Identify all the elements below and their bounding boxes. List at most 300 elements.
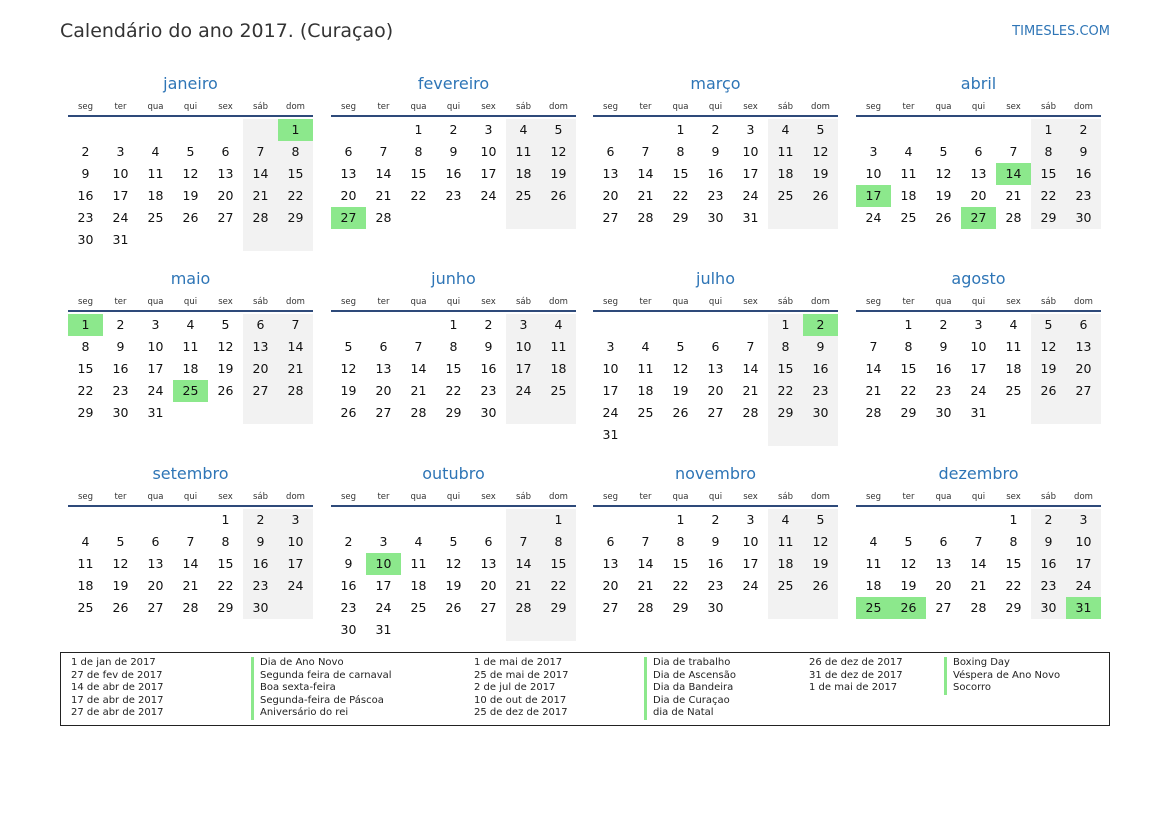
legend-holiday-name: dia de Natal: [653, 707, 714, 719]
day-cell: 26: [182, 210, 199, 225]
month-abril: [856, 74, 1101, 229]
weekday-label: seg: [602, 297, 619, 307]
holiday-day-cell: 25: [173, 380, 208, 402]
legend-holiday-name: Dia de Ascensão: [653, 669, 736, 681]
legend-date: 26 de dez de 2017: [809, 657, 903, 668]
day-cell: 24: [278, 575, 313, 597]
empty-cell: [628, 119, 663, 141]
day-cell: 25: [637, 405, 654, 420]
weekday-label: dom: [549, 102, 568, 112]
month-setembro: [68, 464, 313, 619]
empty-cell: [471, 207, 506, 229]
day-cell: 27: [707, 405, 724, 420]
weekday-header: [68, 297, 313, 312]
day-cell: 28: [865, 405, 882, 420]
day-cell: 7: [379, 144, 388, 159]
day-cell: 3: [484, 122, 493, 137]
day-cell: 15: [900, 361, 917, 376]
day-cell: 8: [676, 534, 685, 549]
weekday-label: sáb: [515, 492, 532, 502]
day-cell: 2: [1031, 509, 1066, 531]
day-cell: 3: [746, 512, 755, 527]
empty-cell: [996, 119, 1031, 141]
day-cell: 13: [970, 166, 987, 181]
day-cell: 26: [935, 210, 952, 225]
weekday-label: dom: [1074, 297, 1093, 307]
month-name: julho: [696, 269, 735, 288]
day-cell: 18: [768, 553, 803, 575]
day-cell: 30: [1066, 207, 1101, 229]
empty-cell: [593, 509, 628, 531]
day-cell: 6: [379, 339, 388, 354]
day-cell: 20: [375, 383, 392, 398]
day-cell: 6: [606, 144, 615, 159]
weekday-label: sex: [481, 297, 496, 307]
weekday-label: qui: [183, 297, 198, 307]
day-cell: 6: [1066, 314, 1101, 336]
day-cell: 15: [1005, 556, 1022, 571]
day-grid: [856, 119, 1101, 229]
day-cell: 16: [445, 166, 462, 181]
day-cell: 27: [147, 600, 164, 615]
day-cell: 13: [375, 361, 392, 376]
weekday-label: seg: [77, 492, 94, 502]
holiday-day-cell: 31: [1066, 597, 1101, 619]
day-cell: 4: [506, 119, 541, 141]
weekday-label: sáb: [777, 102, 794, 112]
day-cell: 12: [803, 531, 838, 553]
legend-dates: [71, 657, 163, 720]
day-cell: 15: [1031, 163, 1066, 185]
weekday-label: qua: [147, 102, 164, 112]
day-cell: 22: [278, 185, 313, 207]
day-cell: 6: [974, 144, 983, 159]
weekday-label: sex: [218, 297, 233, 307]
empty-cell: [856, 119, 891, 141]
day-cell: 14: [506, 553, 541, 575]
day-cell: 13: [217, 166, 234, 181]
weekday-header: [331, 102, 576, 117]
day-cell: 12: [340, 361, 357, 376]
empty-cell: [1031, 402, 1066, 424]
day-cell: 25: [541, 380, 576, 402]
weekday-label: ter: [639, 297, 652, 307]
month-junho: [331, 269, 576, 424]
day-cell: 24: [742, 578, 759, 593]
day-cell: 11: [637, 361, 654, 376]
day-cell: 6: [344, 144, 353, 159]
day-cell: 15: [445, 361, 462, 376]
day-cell: 5: [676, 339, 685, 354]
day-cell: 9: [711, 534, 720, 549]
legend-holiday-name: Boxing Day: [953, 657, 1010, 668]
day-cell: 5: [803, 119, 838, 141]
day-cell: 7: [869, 339, 878, 354]
day-cell: 17: [602, 383, 619, 398]
day-cell: 10: [742, 534, 759, 549]
day-cell: 10: [506, 336, 541, 358]
day-cell: 28: [1005, 210, 1022, 225]
day-cell: 24: [112, 210, 129, 225]
day-cell: 23: [707, 578, 724, 593]
weekday-label: seg: [77, 102, 94, 112]
day-cell: 23: [707, 188, 724, 203]
day-cell: 10: [147, 339, 164, 354]
day-cell: 31: [970, 405, 987, 420]
day-cell: 28: [182, 600, 199, 615]
empty-cell: [208, 229, 243, 251]
day-grid: [593, 314, 838, 446]
day-cell: 7: [506, 531, 541, 553]
day-cell: 19: [445, 578, 462, 593]
day-cell: 16: [112, 361, 129, 376]
day-cell: 20: [217, 188, 234, 203]
empty-cell: [961, 509, 996, 531]
empty-cell: [663, 314, 698, 336]
empty-cell: [996, 402, 1031, 424]
day-cell: 21: [742, 383, 759, 398]
empty-cell: [366, 119, 401, 141]
day-cell: 18: [1005, 361, 1022, 376]
month-janeiro: [68, 74, 313, 251]
day-cell: 28: [637, 600, 654, 615]
weekday-label: ter: [377, 492, 390, 502]
empty-cell: [506, 207, 541, 229]
day-cell: 20: [1066, 358, 1101, 380]
weekday-label: seg: [340, 297, 357, 307]
day-cell: 6: [711, 339, 720, 354]
day-cell: 15: [77, 361, 94, 376]
day-cell: 17: [742, 556, 759, 571]
weekday-label: qua: [935, 297, 952, 307]
month-agosto: [856, 269, 1101, 424]
day-cell: 3: [116, 144, 125, 159]
weekday-label: ter: [902, 492, 915, 502]
weekday-label: sex: [743, 297, 758, 307]
weekday-label: dom: [286, 297, 305, 307]
legend-date: 27 de fev de 2017: [71, 669, 163, 681]
day-cell: 18: [541, 358, 576, 380]
day-cell: 19: [217, 361, 234, 376]
day-cell: 9: [484, 339, 493, 354]
day-cell: 28: [742, 405, 759, 420]
day-cell: 27: [602, 600, 619, 615]
day-cell: 23: [1031, 575, 1066, 597]
day-cell: 16: [803, 358, 838, 380]
day-cell: 7: [746, 339, 755, 354]
day-cell: 24: [480, 188, 497, 203]
day-cell: 9: [1066, 141, 1101, 163]
day-cell: 10: [602, 361, 619, 376]
day-cell: 12: [1031, 336, 1066, 358]
day-cell: 19: [935, 188, 952, 203]
weekday-label: sáb: [515, 297, 532, 307]
day-cell: 18: [768, 163, 803, 185]
day-cell: 30: [1031, 597, 1066, 619]
empty-cell: [138, 229, 173, 251]
weekday-label: qua: [935, 492, 952, 502]
holiday-day-cell: 27: [331, 207, 366, 229]
weekday-header: [68, 102, 313, 117]
empty-cell: [593, 119, 628, 141]
day-cell: 5: [904, 534, 913, 549]
day-cell: 6: [243, 314, 278, 336]
weekday-label: qui: [183, 492, 198, 502]
day-cell: 19: [541, 163, 576, 185]
weekday-header: [856, 492, 1101, 507]
day-cell: 26: [672, 405, 689, 420]
day-cell: 24: [375, 600, 392, 615]
empty-cell: [331, 119, 366, 141]
weekday-label: dom: [811, 297, 830, 307]
empty-cell: [628, 509, 663, 531]
day-cell: 30: [243, 597, 278, 619]
legend-date: 31 de dez de 2017: [809, 669, 903, 681]
day-cell: 26: [541, 185, 576, 207]
day-cell: 24: [506, 380, 541, 402]
empty-cell: [768, 597, 803, 619]
day-cell: 25: [768, 575, 803, 597]
weekday-label: seg: [865, 102, 882, 112]
legend-names: [251, 657, 392, 720]
day-cell: 29: [1031, 207, 1066, 229]
day-cell: 10: [278, 531, 313, 553]
day-cell: 9: [939, 339, 948, 354]
day-cell: 3: [278, 509, 313, 531]
day-cell: 21: [506, 575, 541, 597]
day-cell: 24: [742, 188, 759, 203]
day-cell: 26: [217, 383, 234, 398]
day-cell: 4: [768, 509, 803, 531]
legend-date: 1 de jan de 2017: [71, 657, 156, 668]
month-dezembro: [856, 464, 1101, 619]
empty-cell: [471, 619, 506, 641]
day-cell: 31: [375, 622, 392, 637]
weekday-label: qua: [672, 492, 689, 502]
day-grid: [331, 119, 576, 229]
day-cell: 11: [1005, 339, 1022, 354]
weekday-label: ter: [377, 102, 390, 112]
weekday-label: qua: [147, 492, 164, 502]
day-cell: 21: [637, 578, 654, 593]
day-cell: 16: [1066, 163, 1101, 185]
legend-date: 1 de mai de 2017: [474, 657, 563, 668]
day-cell: 14: [970, 556, 987, 571]
day-cell: 8: [221, 534, 230, 549]
day-cell: 4: [768, 119, 803, 141]
day-cell: 24: [602, 405, 619, 420]
empty-cell: [733, 314, 768, 336]
day-cell: 20: [340, 188, 357, 203]
empty-cell: [173, 119, 208, 141]
day-cell: 16: [707, 556, 724, 571]
day-cell: 28: [278, 380, 313, 402]
legend-names: [944, 657, 1060, 695]
day-cell: 7: [974, 534, 983, 549]
day-cell: 10: [970, 339, 987, 354]
day-cell: 26: [340, 405, 357, 420]
holiday-legend: [60, 652, 1110, 726]
weekday-label: sáb: [252, 297, 269, 307]
legend-date: 2 de jul de 2017: [474, 682, 556, 694]
day-cell: 10: [742, 144, 759, 159]
empty-cell: [471, 509, 506, 531]
day-cell: 14: [865, 361, 882, 376]
day-cell: 25: [410, 600, 427, 615]
day-cell: 31: [742, 210, 759, 225]
day-cell: 9: [1031, 531, 1066, 553]
day-cell: 19: [182, 188, 199, 203]
day-cell: 3: [606, 339, 615, 354]
day-cell: 29: [541, 597, 576, 619]
day-cell: 22: [410, 188, 427, 203]
day-grid: [68, 509, 313, 619]
weekday-label: qui: [446, 102, 461, 112]
day-cell: 11: [768, 141, 803, 163]
day-cell: 17: [278, 553, 313, 575]
day-cell: 7: [641, 144, 650, 159]
day-cell: 6: [939, 534, 948, 549]
day-cell: 24: [865, 210, 882, 225]
day-cell: 26: [1031, 380, 1066, 402]
holiday-day-cell: 1: [278, 119, 313, 141]
day-cell: 22: [541, 575, 576, 597]
day-cell: 30: [480, 405, 497, 420]
empty-cell: [173, 402, 208, 424]
day-cell: 17: [742, 166, 759, 181]
legend-holiday-name: Aniversário do rei: [260, 707, 349, 719]
empty-cell: [331, 509, 366, 531]
day-cell: 7: [278, 314, 313, 336]
legend-dates: [809, 657, 903, 695]
weekday-label: ter: [902, 297, 915, 307]
day-cell: 9: [711, 144, 720, 159]
day-cell: 13: [602, 166, 619, 181]
day-cell: 9: [803, 336, 838, 358]
weekday-label: sáb: [1040, 492, 1057, 502]
day-cell: 27: [935, 600, 952, 615]
day-cell: 24: [1066, 575, 1101, 597]
empty-cell: [733, 597, 768, 619]
day-cell: 3: [379, 534, 388, 549]
empty-cell: [628, 424, 663, 446]
day-cell: 17: [112, 188, 129, 203]
day-cell: 25: [768, 185, 803, 207]
month-novembro: [593, 464, 838, 619]
holiday-day-cell: 27: [961, 207, 996, 229]
day-cell: 11: [768, 531, 803, 553]
empty-cell: [138, 509, 173, 531]
day-cell: 1: [414, 122, 423, 137]
day-cell: 23: [445, 188, 462, 203]
day-cell: 6: [221, 144, 230, 159]
day-cell: 28: [506, 597, 541, 619]
day-grid: [593, 119, 838, 229]
legend-date: 17 de abr de 2017: [71, 694, 164, 706]
empty-cell: [278, 229, 313, 251]
day-cell: 15: [217, 556, 234, 571]
day-cell: 1: [541, 509, 576, 531]
weekday-label: sáb: [777, 297, 794, 307]
empty-cell: [628, 314, 663, 336]
day-cell: 2: [344, 534, 353, 549]
empty-cell: [891, 509, 926, 531]
day-cell: 19: [672, 383, 689, 398]
day-cell: 27: [480, 600, 497, 615]
month-name: maio: [170, 269, 211, 288]
month-name: junho: [431, 269, 476, 288]
empty-cell: [856, 314, 891, 336]
weekday-label: seg: [340, 492, 357, 502]
day-cell: 19: [1031, 358, 1066, 380]
weekday-label: sáb: [252, 102, 269, 112]
day-cell: 27: [243, 380, 278, 402]
day-cell: 15: [768, 358, 803, 380]
day-cell: 23: [243, 575, 278, 597]
legend-holiday-name: Dia de Ano Novo: [260, 657, 344, 668]
empty-cell: [243, 229, 278, 251]
day-cell: 30: [77, 232, 94, 247]
site-link[interactable]: TIMESLES.COM: [1012, 24, 1110, 39]
day-cell: 31: [147, 405, 164, 420]
day-cell: 11: [865, 556, 882, 571]
empty-cell: [436, 207, 471, 229]
day-cell: 19: [340, 383, 357, 398]
weekday-label: qua: [410, 102, 427, 112]
weekday-label: qua: [410, 297, 427, 307]
day-cell: 23: [340, 600, 357, 615]
day-cell: 13: [935, 556, 952, 571]
day-cell: 5: [1031, 314, 1066, 336]
day-cell: 13: [480, 556, 497, 571]
legend-date: 1 de mai de 2017: [809, 682, 898, 694]
day-cell: 17: [480, 166, 497, 181]
day-cell: 11: [77, 556, 94, 571]
day-cell: 17: [970, 361, 987, 376]
empty-cell: [506, 619, 541, 641]
day-cell: 22: [1005, 578, 1022, 593]
weekday-label: dom: [811, 102, 830, 112]
weekday-label: seg: [602, 102, 619, 112]
day-cell: 8: [278, 141, 313, 163]
day-cell: 25: [900, 210, 917, 225]
day-cell: 22: [77, 383, 94, 398]
day-cell: 16: [935, 361, 952, 376]
month-maio: [68, 269, 313, 424]
holiday-day-cell: 10: [366, 553, 401, 575]
empty-cell: [436, 509, 471, 531]
day-cell: 22: [900, 383, 917, 398]
day-cell: 2: [939, 317, 948, 332]
weekday-header: [593, 492, 838, 507]
day-cell: 5: [541, 119, 576, 141]
day-cell: 6: [151, 534, 160, 549]
day-cell: 12: [900, 556, 917, 571]
month-name: janeiro: [163, 74, 218, 93]
day-cell: 12: [541, 141, 576, 163]
holiday-day-cell: 14: [996, 163, 1031, 185]
day-cell: 29: [217, 600, 234, 615]
day-cell: 21: [410, 383, 427, 398]
day-cell: 29: [278, 207, 313, 229]
month-outubro: [331, 464, 576, 641]
weekday-label: qui: [971, 492, 986, 502]
empty-cell: [103, 509, 138, 531]
day-cell: 4: [641, 339, 650, 354]
legend-date: 27 de abr de 2017: [71, 707, 164, 719]
weekday-label: qui: [708, 102, 723, 112]
legend-holiday-name: Boa sexta-feira: [260, 682, 336, 694]
